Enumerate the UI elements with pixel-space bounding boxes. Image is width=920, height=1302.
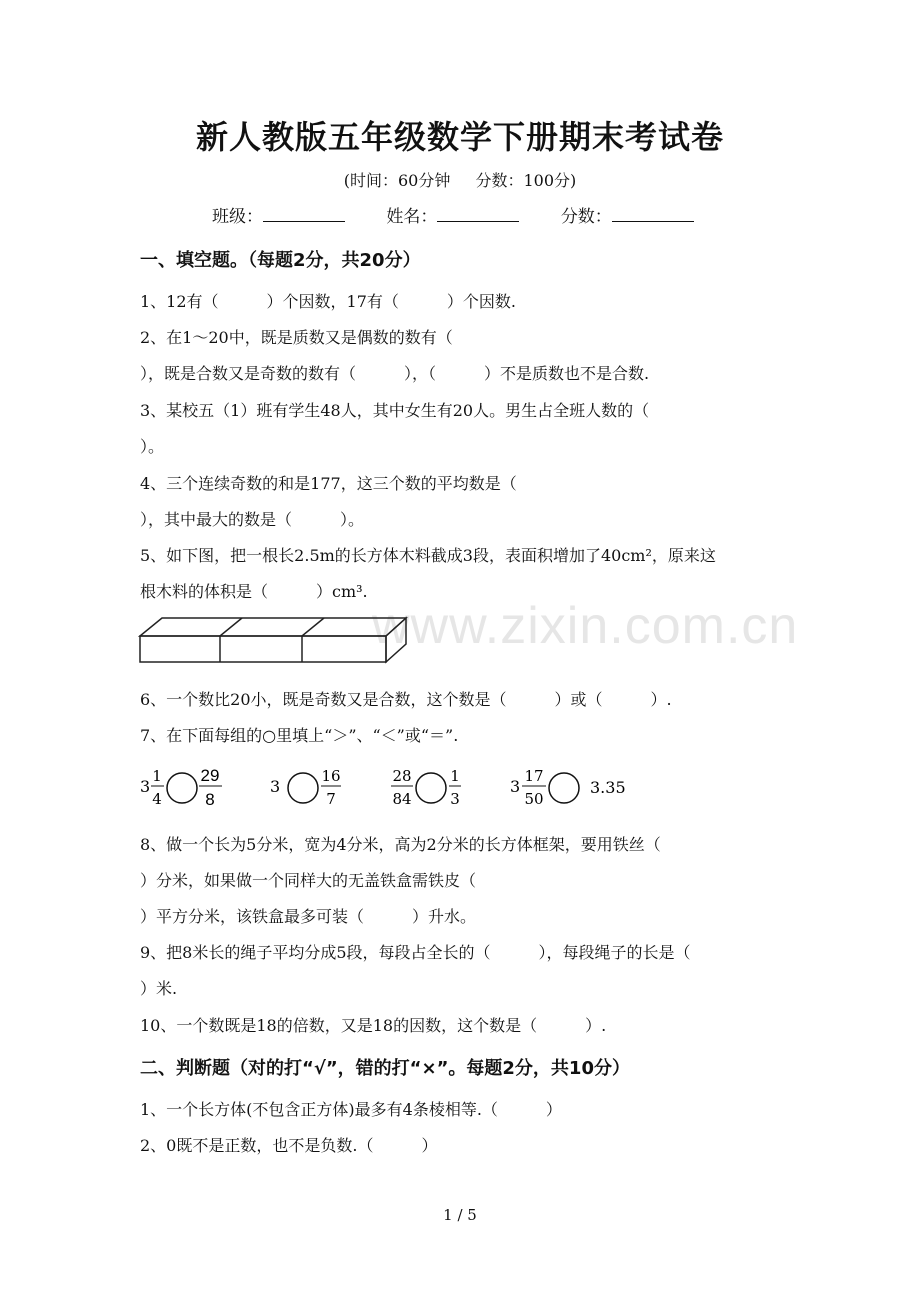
- exam-time: (时间：60分钟: [343, 171, 451, 190]
- cut-line-2-top: [302, 618, 324, 636]
- whole-part: 3: [510, 777, 521, 796]
- question-line: 3、某校五（1）班有学生48人，其中女生有20人。男生占全班人数的（: [140, 401, 650, 420]
- cuboid-side-face: [386, 618, 406, 662]
- compare-circle[interactable]: [416, 773, 446, 803]
- compare-group-4: [508, 764, 638, 814]
- question-line: 2、在1～20中，既是质数又是偶数的数有（: [140, 328, 453, 347]
- question-line: ）分米，如果做一个同样大的无盖铁盒需铁皮（: [140, 871, 477, 890]
- numerator: 17: [524, 767, 544, 785]
- class-blank[interactable]: [263, 203, 345, 222]
- question-line: 7、在下面每组的○里填上“＞”、“＜”或“＝”.: [140, 726, 459, 745]
- whole-part: 3: [140, 777, 151, 796]
- score-label: 分数：: [560, 207, 612, 227]
- question-line: ），其中最大的数是（ ）。: [140, 510, 365, 529]
- decimal-value: 3.35: [590, 778, 626, 797]
- compare-group-2: [268, 764, 348, 814]
- score-blank[interactable]: [612, 203, 694, 222]
- student-info-row: [212, 202, 730, 227]
- class-label: 班级：: [212, 207, 263, 227]
- cuboid-figure: [138, 616, 410, 666]
- compare-group-1: [138, 764, 228, 814]
- question-line: 10、一个数既是18的倍数，又是18的因数，这个数是（ ）.: [140, 1016, 607, 1035]
- denominator: 84: [392, 790, 412, 808]
- name-label: 姓名：: [386, 207, 438, 227]
- question-line: 8、做一个长为5分米，宽为4分米，高为2分米的长方体框架，要用铁丝（: [140, 835, 661, 854]
- compare-group-3: [388, 764, 468, 814]
- cuboid-top-face: [140, 618, 406, 636]
- compare-circle[interactable]: [167, 773, 197, 803]
- question-line: 5、如下图，把一根长2.5m的长方体木料截成3段，表面积增加了40cm²，原来这: [140, 546, 716, 565]
- question-line: 9、把8米长的绳子平均分成5段，每段占全长的（ ），每段绳子的长是（: [140, 943, 691, 962]
- watermark: www.zixin.com.cn: [372, 597, 799, 655]
- whole-number: 3: [270, 777, 281, 796]
- numerator: 28: [392, 767, 412, 785]
- compare-circle[interactable]: [549, 773, 579, 803]
- question-line: ）米.: [140, 979, 178, 998]
- numerator: 1: [450, 767, 460, 785]
- denominator: 50: [524, 790, 544, 808]
- question-line: 4、三个连续奇数的和是177，这三个数的平均数是（: [140, 474, 517, 493]
- document-title: 新人教版五年级数学下册期末考试卷: [195, 118, 724, 156]
- name-blank[interactable]: [437, 203, 519, 222]
- question-line: 1、一个长方体(不包含正方体)最多有4条棱相等.（ ）: [140, 1100, 562, 1119]
- numerator: 16: [321, 767, 341, 785]
- question-line: ），既是合数又是奇数的数有（ ），（ ）不是质数也不是合数.: [140, 364, 650, 383]
- numerator: 1: [152, 767, 162, 785]
- denominator: 7: [326, 790, 336, 808]
- cut-line-1-top: [220, 618, 242, 636]
- question-line: 2、0既不是正数，也不是负数.（ ）: [140, 1136, 438, 1155]
- cuboid-front-face: [140, 636, 386, 662]
- question-line: ）平方分米，该铁盒最多可装（ ）升水。: [140, 907, 477, 926]
- compare-circle[interactable]: [288, 773, 318, 803]
- numerator: 29: [200, 766, 220, 785]
- question-line: 6、一个数比20小，既是奇数又是合数，这个数是（ ）或（ ）.: [140, 690, 672, 709]
- page-number: 1 / 5: [443, 1206, 477, 1224]
- question-line: 1、12有（ ）个因数，17有（ ）个因数.: [140, 292, 516, 311]
- exam-score: 分数：100分): [475, 171, 577, 190]
- section-2-heading: 二、判断题（对的打“√”，错的打“×”。每题2分，共10分）: [140, 1058, 630, 1079]
- question-line: 根木料的体积是（ ）cm³.: [140, 582, 368, 601]
- exam-meta: [0, 168, 920, 191]
- section-1-heading: 一、填空题。（每题2分，共20分）: [140, 250, 421, 271]
- denominator: 3: [450, 790, 460, 808]
- denominator: 8: [205, 790, 215, 809]
- denominator: 4: [152, 790, 162, 808]
- question-line: ）。: [140, 437, 165, 456]
